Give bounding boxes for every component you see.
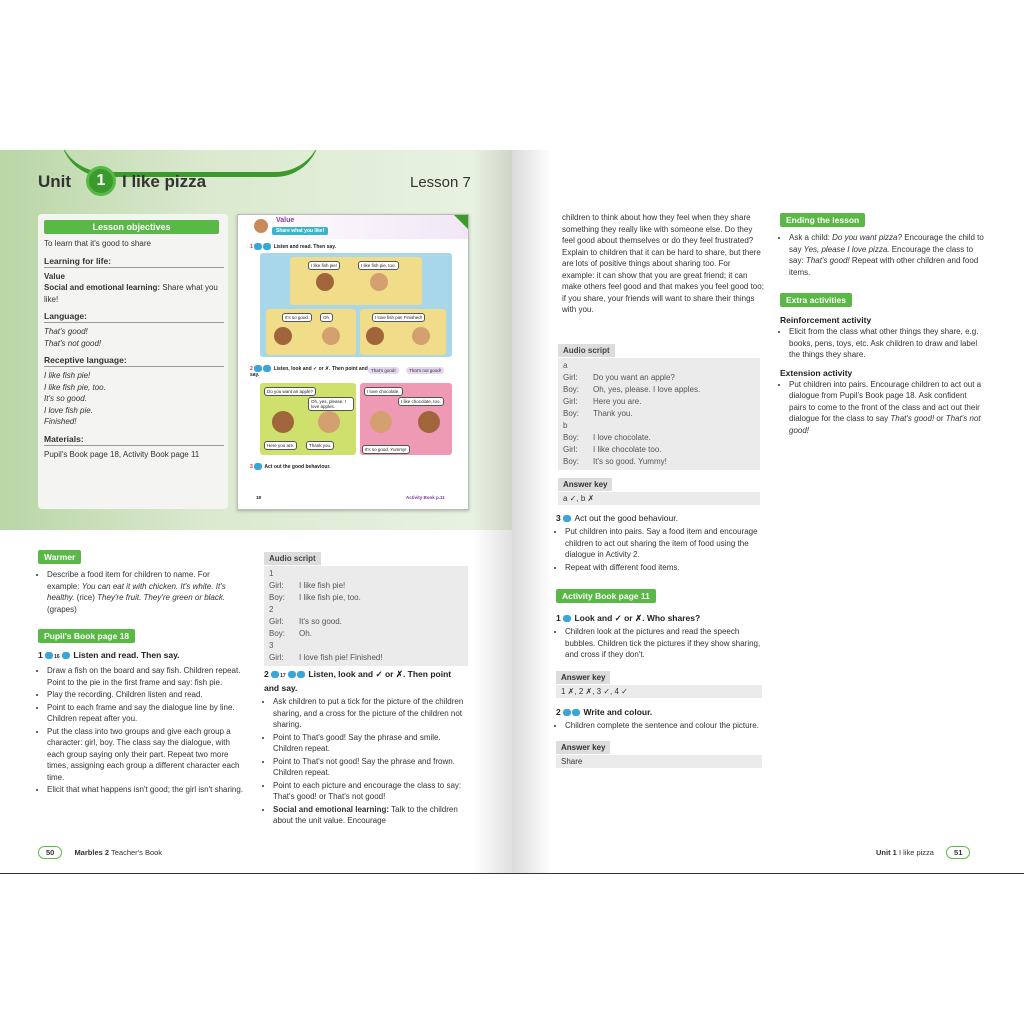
page-corner xyxy=(454,215,468,229)
audio-script-header: Audio script xyxy=(264,552,321,565)
boy-character xyxy=(370,273,388,291)
ending-section xyxy=(780,210,986,279)
activity-number: 3 xyxy=(556,513,561,523)
instruction-item: • Elicit from the class what other things they share, e.g. books, pens, toys, etc. Ask children to draw and label the things they share. xyxy=(789,326,986,361)
objectives-intro: To learn that it's good to share xyxy=(44,239,151,248)
speech-bubble: Oh. xyxy=(320,313,333,322)
instruction-item: • Point to each picture and encourage the class to say: That's good! or That's not good! xyxy=(273,780,464,803)
page-number: 51 xyxy=(946,846,970,859)
colour-icon xyxy=(572,709,580,716)
girl-character xyxy=(272,411,294,433)
instruction-item: • Put children into pairs. Encourage children to act out a dialogue from Pupil's Book page 18. Ask confident pairs to come to the front of the class and act out their dialogue for the class to say That's good! or That's not good! xyxy=(789,379,986,437)
activity-number: 2 xyxy=(264,669,269,679)
reinforcement-heading: Reinforcement activity xyxy=(780,315,872,325)
extra-activities-section xyxy=(780,290,986,437)
speech-bubble: Thank you. xyxy=(306,441,334,450)
activity-3-section xyxy=(556,512,762,574)
girl-character xyxy=(418,411,440,433)
pb-activity-2: Listen, look and ✓ or ✗. Then point and say. xyxy=(250,365,368,378)
lesson-label: Lesson 7 xyxy=(410,174,471,191)
receptive-item: Finished! xyxy=(44,417,77,426)
unit-number: 1 xyxy=(86,166,116,196)
footer-unit: Unit 1 xyxy=(876,848,897,857)
instruction-item: • Play the recording. Children listen and read. xyxy=(47,689,244,701)
audio-icon xyxy=(254,365,262,372)
learning-heading: Learning for life: xyxy=(44,256,224,268)
instruction-item: • Social and emotional learning: Talk to the children about the unit value. Encourage xyxy=(273,804,464,827)
phrase-pill: That's good! xyxy=(368,367,399,374)
track-number: 16 xyxy=(54,654,60,660)
speak-icon xyxy=(254,463,262,470)
audio-icon xyxy=(271,671,279,678)
receptive-heading: Receptive language: xyxy=(44,355,224,367)
audio-script-2: Audio script a Girl: Do you want an apple? Boy: Oh, yes, please. I love apples. Girl: Here you are. Boy: Thank you. b Boy: I love chocolate. Girl: I like chocolate too. Boy: It's so good. Yummy! xyxy=(558,340,760,470)
unit-label: Unit xyxy=(38,172,72,191)
language-heading: Language: xyxy=(44,311,224,323)
answer-key-header: Answer key xyxy=(558,478,612,491)
speech-bubble: I like chocolate, too. xyxy=(398,397,444,406)
pupils-book-header: Pupil's Book page 18 xyxy=(38,629,135,643)
extension-heading: Extension activity xyxy=(780,367,853,378)
instruction-item: • Put the class into two groups and give each group a character: girl, boy. The class say the dialogue, with each group saying only their part. Repeat two more times, assigning each group a different character each time. xyxy=(47,726,244,784)
speech-bubble: Here you are. xyxy=(264,441,297,450)
activity-number: 1 xyxy=(38,650,43,660)
read-icon xyxy=(263,243,271,250)
value-badge: Value xyxy=(276,217,295,224)
audio-script-1: Audio script 1 Girl: I like fish pie! Boy: I like fish pie, too. 2 Girl: It's so good. Boy: Oh. 3 Girl: I love fish pie! Finished! xyxy=(264,548,468,666)
ab-reference: Activity Book p.11 xyxy=(406,495,445,500)
boy-character xyxy=(370,411,392,433)
warmer-section xyxy=(38,547,242,616)
speech-bubble: It's so good. Yummy! xyxy=(362,445,410,454)
girl-character xyxy=(366,327,384,345)
activity-title: Listen and read. Then say. xyxy=(73,650,180,660)
gutter-shadow xyxy=(472,150,512,874)
pb-activity-3: Act out the good behaviour. xyxy=(264,463,331,470)
audio-script-header: Audio script xyxy=(558,344,615,357)
pencil-icon xyxy=(563,615,571,622)
gutter-shadow xyxy=(512,150,552,874)
instruction-item: • Put children into pairs. Say a food item and encourage children to act out sharing the item of food using the dialogue in Activity 2. xyxy=(565,526,762,561)
answer-key-1 xyxy=(558,474,760,505)
activity-number: 2 xyxy=(556,706,561,717)
ending-header: Ending the lesson xyxy=(780,213,865,227)
instruction-item: • Ask a child: Do you want pizza? Encourage the child to say Yes, please I love pizza. Encourage the class to say: That's good! Repeat with other children and food items. xyxy=(789,232,986,278)
language-item: That's not good! xyxy=(44,338,102,348)
value-label: Value xyxy=(44,271,65,281)
speak-icon xyxy=(563,515,571,522)
book-spread xyxy=(0,150,1024,874)
audio-icon xyxy=(45,652,53,659)
pb-page-number: 18 xyxy=(256,495,262,500)
footer-title: I like pizza xyxy=(898,848,934,857)
track-number: 17 xyxy=(280,673,286,679)
footer-book-type: Teacher's Book xyxy=(111,848,163,857)
pupils-book-section xyxy=(38,626,244,797)
speech-bubble: I like fish pie, too. xyxy=(358,261,399,270)
materials-heading: Materials: xyxy=(44,434,224,446)
answer-key-text: Share xyxy=(556,755,762,768)
activity-book-section xyxy=(556,586,762,768)
unit-title: I like pizza xyxy=(122,172,207,191)
extra-activities-header: Extra activities xyxy=(780,293,852,307)
speech-bubble: I love fish pie! Finished! xyxy=(372,313,425,322)
pencil-icon xyxy=(263,365,271,372)
continued-text: children to think about how they feel when they share something they really like with someone else. Do they feel good about themselves or do they feel frustrated? Explain to children that it can be hard to share, but there are lots of positive things about sharing too. For example: it can show that you are great friend; it can make others feel good and that makes you feel good too; if you share, your friends will want to share their things with you. xyxy=(562,213,764,314)
sel-label: Social and emotional learning: xyxy=(44,283,161,292)
lesson-objectives-header: Lesson objectives xyxy=(44,220,219,234)
right-page xyxy=(512,150,1024,874)
answer-key-text: 1 ✗, 2 ✗, 3 ✓, 4 ✓ xyxy=(556,685,762,698)
boy-character xyxy=(318,411,340,433)
instruction-item: • Ask children to put a tick for the picture of the children sharing, and a cross for the picture of the children not sharing. xyxy=(273,696,464,731)
activity-title: Act out the good behaviour. xyxy=(574,513,678,523)
instruction-item: • Point to That's not good! Say the phrase and frown. Children repeat. xyxy=(273,756,464,779)
receptive-item: I like fish pie, too. xyxy=(44,382,106,392)
activity-2-section xyxy=(264,668,464,828)
receptive-item: It's so good. xyxy=(44,394,87,403)
audio-icon xyxy=(254,243,262,250)
page-number: 50 xyxy=(38,846,62,859)
instruction-item: • Children look at the pictures and read the speech bubbles. Children tick the pictures if they show sharing, and cross if they don't. xyxy=(565,626,762,661)
girl-character xyxy=(316,273,334,291)
materials-text: Pupil's Book page 18, Activity Book page 11 xyxy=(44,449,200,459)
answer-key-header: Answer key xyxy=(556,741,610,754)
instruction-item: • Repeat with different food items. xyxy=(565,562,762,574)
pencil-icon xyxy=(563,709,571,716)
boy-character xyxy=(322,327,340,345)
answer-key-text: a ✓, b ✗ xyxy=(558,492,760,505)
right-footer xyxy=(876,846,970,859)
language-item: That's good! xyxy=(44,327,88,336)
speech-bubble: Oh, yes, please. I love apples. xyxy=(308,397,354,411)
instruction-item: • Point to each frame and say the dialogue line by line. Children repeat after you. xyxy=(47,702,244,725)
left-footer xyxy=(38,846,162,859)
activity-title: Write and colour. xyxy=(583,706,653,717)
instruction-item: • Draw a fish on the board and say fish. Children repeat. Point to the pie in the first frame and say: fish pie. xyxy=(47,665,244,688)
activity-title: Listen, look and ✓ or ✗. Then point and say. xyxy=(264,669,452,693)
warmer-text: • Describe a food item for children to name. For example: You can eat it with chicken. It's white. It's healthy. (rice) They're fruit. They're green or black. (grapes) xyxy=(47,569,242,615)
receptive-item: I like fish pie! xyxy=(44,371,91,380)
pencil-icon xyxy=(288,671,296,678)
footer-book-name: Marbles 2 xyxy=(74,848,110,857)
phrase-pill: That's not good! xyxy=(406,367,444,374)
page-bottom-line xyxy=(0,873,1024,874)
pupils-book-page-image: Value Share what you like! 1 Listen and read. Then say. I like fish pie! I like fish pie, too. It's so good. Oh. I love fish pie! Finished! 2 Listen, look and ✓ or ✗. Then point and say. That's good! That's not good! Do you want an apple? Oh, yes, please. I love apples. Here you are. Thank you. I love chocolate. I like chocolate, too. It's so good. Yummy! 3 Act out the good behaviour. 18 Activity Book p.11 xyxy=(237,214,469,510)
pb-activity-1: Listen and read. Then say. xyxy=(273,243,336,250)
receptive-item: I love fish pie. xyxy=(44,405,93,415)
activity-title: Look and ✓ or ✗. Who shares? xyxy=(574,613,701,623)
activity-book-header: Activity Book page 11 xyxy=(556,589,656,603)
speech-bubble: I like fish pie! xyxy=(308,261,340,270)
instruction-item: • Children complete the sentence and colour the picture. xyxy=(565,720,762,732)
objectives-content xyxy=(44,238,224,460)
speech-bubble: I love chocolate. xyxy=(364,387,403,396)
mascot-icon xyxy=(254,219,268,233)
sel-text: Share what you like! xyxy=(44,283,218,304)
activity-number: 1 xyxy=(556,613,561,623)
answer-key-header: Answer key xyxy=(556,671,610,684)
value-banner: Share what you like! xyxy=(272,227,328,235)
instruction-item: • Elicit that what happens isn't good; the girl isn't sharing. xyxy=(47,784,244,796)
read-icon xyxy=(62,652,70,659)
warmer-header: Warmer xyxy=(38,550,81,564)
instruction-item: • Point to That's good! Say the phrase and smile. Children repeat. xyxy=(273,732,464,755)
speech-bubble: It's so good. xyxy=(282,313,312,322)
girl-character xyxy=(274,327,292,345)
speech-bubble: Do you want an apple? xyxy=(264,387,316,396)
read-icon xyxy=(297,671,305,678)
left-page xyxy=(0,150,512,874)
boy-character xyxy=(412,327,430,345)
